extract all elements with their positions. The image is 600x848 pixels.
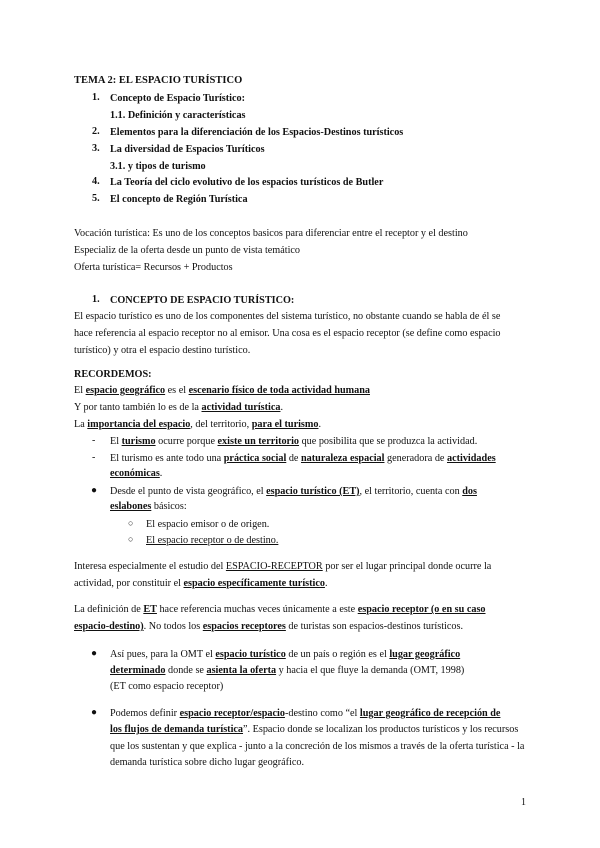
dash-item-2-cont: económicas. — [110, 468, 163, 479]
toc-num-2: 2. — [92, 126, 100, 137]
bullet-item-1-cont: eslabones básicos: — [110, 501, 187, 512]
bullet-dot: ● — [91, 648, 98, 659]
section-1-para-line-1: El espacio turístico es uno de los componentes del sistema turístico, no obstante cuando se habla de él se — [74, 311, 501, 322]
recordemos-line-3: La importancia del espacio, del territorio, para el turismo. — [74, 419, 322, 430]
sub-item-receptor: El espacio receptor o de destino. — [146, 535, 279, 546]
bullet-dot: ● — [91, 707, 98, 718]
recordemos-line-1: El espacio geográfico es el escenario físico de toda actividad humana — [74, 385, 370, 396]
define-line-4: demanda turística sobre dicho lugar geográfico. — [110, 757, 305, 768]
bullet-item-1: Desde el punto de vista geográfico, el espacio turístico (ET), el territorio, cuenta con dos — [110, 486, 477, 497]
toc-item-3-1: 3.1. y tipos de turismo — [110, 161, 206, 172]
omt-line-2: determinado donde se asienta la oferta y hacia el que fluye la demanda (OMT, 1998) — [110, 665, 465, 676]
intro-line-3: Oferta turística= Recursos + Productos — [74, 262, 233, 273]
definicion-line-1: La definición de ET hace referencia muchas veces únicamente a este espacio receptor (o en su caso — [74, 604, 486, 615]
circle-bullet: ○ — [128, 534, 134, 544]
toc-item-3: La diversidad de Espacios Turíticos — [110, 144, 265, 155]
omt-line-1: Así pues, para la OMT el espacio turístico de un país o región es el lugar geográfico — [110, 649, 461, 660]
definicion-line-2: espacio-destino). No todos los espacios receptores de turistas son espacios-destinos turísticos. — [74, 621, 464, 632]
bullet-dot: ● — [91, 485, 98, 496]
dash-item-1: El turismo ocurre porque existe un territorio que posibilita que se produzca la actividad. — [110, 436, 478, 447]
circle-bullet: ○ — [128, 518, 134, 528]
dash-item-2: El turismo es ante todo una práctica social de naturaleza espacial generadora de actividades — [110, 453, 496, 464]
sub-item-emisor: El espacio emisor o de origen. — [146, 519, 270, 530]
interesa-line-1: Interesa especialmente el estudio del ESPACIO-RECEPTOR por ser el lugar principal donde ocurre la — [74, 561, 492, 572]
section-1-para-line-2: hace referencia al espacio receptor no al emisor. Una cosa es el espacio receptor (se define como espacio — [74, 328, 501, 339]
toc-num-3: 3. — [92, 143, 100, 154]
toc-item-1-1: 1.1. Definición y características — [110, 110, 246, 121]
toc-num-1: 1. — [92, 92, 100, 103]
define-line-3: que los sustentan y que explica - junto a la concreción de los mismos a través de la oferta turística - la — [110, 741, 525, 752]
toc-num-4: 4. — [92, 176, 100, 187]
interesa-line-2: actividad, por constituir el espacio específicamente turístico. — [74, 578, 328, 589]
omt-line-3: (ET como espacio receptor) — [110, 681, 224, 692]
intro-line-2: Especializ de la oferta desde un punto de vista temático — [74, 245, 301, 256]
define-line-2: los flujos de demanda turística”. Espacio donde se localizan los productos turísticos y los recursos — [110, 724, 519, 735]
toc-item-5: El concepto de Región Turística — [110, 194, 248, 205]
intro-line-1: Vocación turística: Es uno de los conceptos basicos para diferenciar entre el receptor y el destino — [74, 228, 468, 239]
section-1-para-line-3: turístico) y otra el espacio destino turístico. — [74, 345, 251, 356]
define-line-1: Podemos definir espacio receptor/espacio-destino como “el lugar geográfico de recepción de — [110, 708, 501, 719]
page-number: 1 — [521, 797, 526, 808]
document-title: TEMA 2: EL ESPACIO TURÍSTICO — [74, 75, 243, 86]
toc-item-2: Elementos para la diferenciación de los Espacios-Destinos turísticos — [110, 127, 404, 138]
section-1-heading: CONCEPTO DE ESPACIO TURÍSTICO: — [110, 295, 295, 306]
toc-item-4: La Teoría del ciclo evolutivo de los espacios turísticos de Butler — [110, 177, 384, 188]
dash-bullet: - — [92, 452, 96, 463]
section-1-num: 1. — [92, 294, 100, 305]
toc-num-5: 5. — [92, 193, 100, 204]
recordemos-line-2: Y por tanto también lo es de la actividad turística. — [74, 402, 283, 413]
dash-bullet: - — [92, 435, 96, 446]
recordemos-heading: RECORDEMOS: — [74, 369, 152, 380]
toc-item-1: Concepto de Espacio Turístico: — [110, 93, 245, 104]
